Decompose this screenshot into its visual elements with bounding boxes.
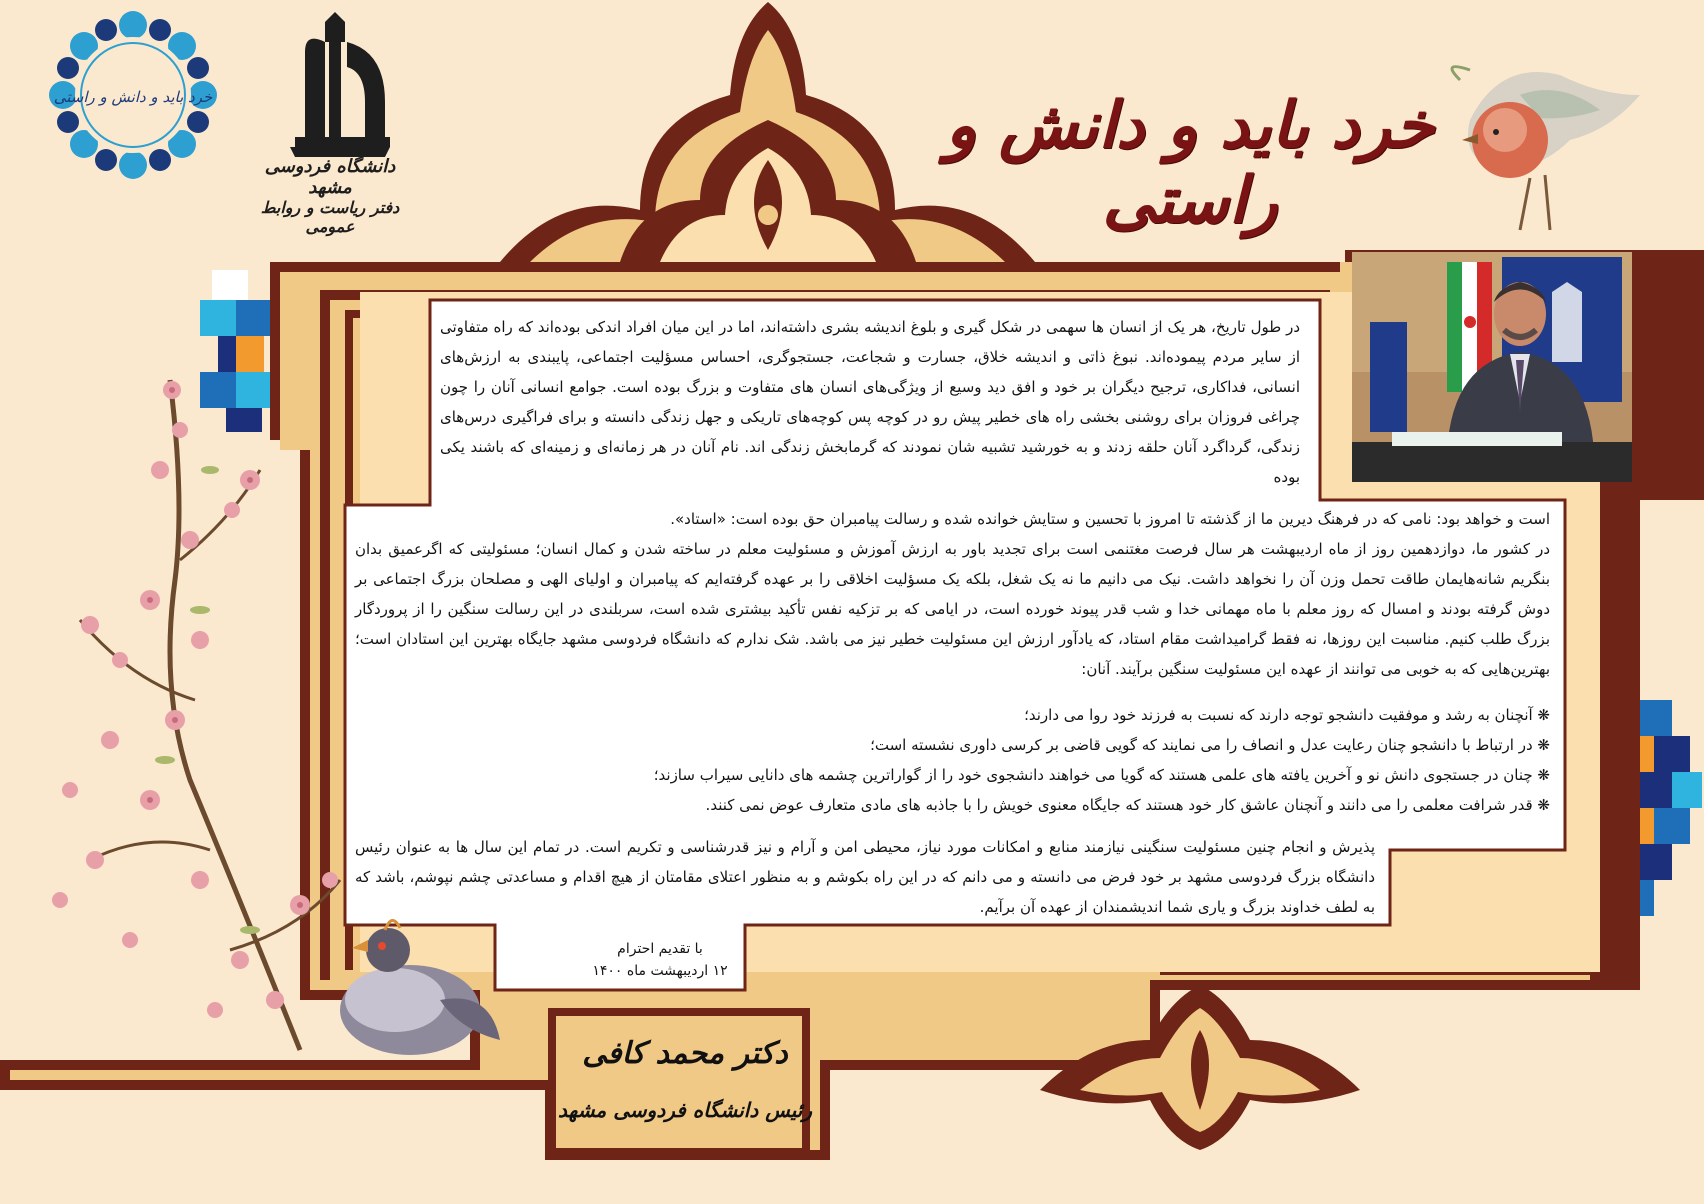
signature-name: دکتر محمد کافی bbox=[582, 1036, 788, 1071]
list-item: ❋ قدر شرافت معلمی را می دانند و آنچنان عاشق کار خود هستند که جایگاه معنوی خویش را با جاذبه های مادی متعارف عوض نمی کنند. bbox=[705, 796, 1550, 814]
left-geometric-tile bbox=[200, 270, 272, 432]
list-item: ❋ آنچنان به رشد و موفقیت دانشجو توجه دارند که نسبت به فرزند خود روا می دارند؛ bbox=[1024, 706, 1550, 724]
portrait-photo bbox=[1352, 252, 1632, 482]
letter-intro-tail: است و خواهد بود: نامی که در فرهنگ دیرین ما از گذشته تا امروز با تحسین و ستایش خوانده شده و رسالت پیامبران حق بوده است: «استاد». bbox=[670, 510, 1550, 528]
bird-illustration-icon bbox=[1452, 67, 1640, 230]
list-item: ❋ چنان در جستجوی دانش نو و آخرین یافته های علمی هستند که گویا می خواهند دانشجوی خود را از گواراترین چشمه های دانایی سیراب سازند؛ bbox=[653, 766, 1550, 784]
letter-paragraph-2: در کشور ما، دوازدهمین روز از ماه اردیبهشت هر سال فرصت مغتنمی است برای تجدید باور به ارزش آموزش و مسئولیت معلم در ساخته شدن و کمال انسان؛ مسئولیتی که اگرعمیق بدان بنگریم شانه‌هایمان طاقت تحمل وزن آن را نخواهد داشت. نیک می دانیم ما نه یک شغل، بلکه یک مسؤلیت اخلاقی را بر عهده گرفته‌ایم که پیامبران و اولیای الهی و مصلحان بزرگ اجتماعی بر دوش گرفته بودند و امسال که روز معلم با ماه مهمانی خدا و شب قدر پیوند خورده است، در ایامی که بر تزکیه نفس تأکید بیشتری شده است، سربلندی در این رسالت سنگین را از پروردگار بزرگ طلب کنیم. مناسبت این روزها، نه فقط گرامیداشت مقام استاد، که یادآور ارزش این مسئولیت خطیر نیز می باشد. شک ندارم که دانشگاه فردوسی مشهد جایگاه بهترین این استادان است؛ بهترین‌هایی که به خوبی می توانند از عهده این مسئولیت سنگین برآیند. آنان: bbox=[355, 540, 1550, 678]
signature-title: رئیس دانشگاه فردوسی مشهد bbox=[558, 1098, 812, 1122]
regards-text: با تقدیم احترام bbox=[617, 941, 703, 957]
calligraphy-rosette bbox=[48, 10, 218, 180]
letter-intro: در طول تاریخ، هر یک از انسان ها سهمی در شکل گیری و بلوغ اندیشه بشری داشته‌اند، اما در این میان افراد اندکی بوده‌اند که راه متفاوتی از سایر مردم پیموده‌اند. نبوغ ذاتی و اندیشه خلاق، جسارت و شجاعت، جستجوگری، احساس مسؤلیت اجتماعی، پایبندی به ارزش‌های انسانی، فداکاری، ترجیح دیگران بر خود و افق دید وسیع از ویژگی‌های انسان های متفاوت و بزرگ بوده است. جوامع انسانی آنان را چون چراغی فروزان برای روشنی بخشی راه های خطیر پیش رو در کوچه پس کوچه‌های تاریکی و جهل زندگی دانسته و برای فراگیری درس‌های زندگی، گرداگرد آنان حلقه زدند و به خورشید تشبیه شان نمودند که گرمابخش زندگی اند. نام آنان در هر زمانه‌ای و زمینه‌ای که باشند یکی بوده bbox=[440, 318, 1300, 486]
page-headline: خرد باید و دانش و راستی bbox=[945, 88, 1435, 238]
list-item: ❋ در ارتباط با دانشجو چنان رعایت عدل و انصاف را می نمایند که گویی قاضی بر کرسی داوری نشسته است؛ bbox=[870, 736, 1550, 754]
blossom-branch-icon bbox=[52, 380, 340, 1050]
sign-off bbox=[560, 938, 760, 982]
office-name: دفتر ریاست و روابط عمومی bbox=[260, 198, 400, 236]
letter-date: ۱۲ اردیبهشت ماه ۱۴۰۰ bbox=[592, 963, 728, 979]
university-name: دانشگاه فردوسی مشهد bbox=[264, 156, 396, 198]
rosette-calligraphy: خرد باید و دانش و راستی bbox=[53, 88, 213, 106]
qualities-list bbox=[355, 700, 1550, 820]
letter-closing: پذیرش و انجام چنین مسئولیت سنگینی نیازمند منابع و امکانات مورد نیاز، محیطی امن و آرام و نیز قدرشناسی و تکریم است. در تمام این سال ها به عنوان رئیس دانشگاه بزرگ فردوسی مشهد بر خود فرض می دانسته و می دانم که در این راه بکوشم و به منظور اعتلای مقامتان از هیچ اقدام و مساعدتی چشم نپوشم، باشد که به لطف خداوند بزرگ و یاری شما اندیشمندان از عهده آن برآیم. bbox=[355, 838, 1375, 916]
ferdowsi-university-emblem bbox=[285, 12, 395, 162]
